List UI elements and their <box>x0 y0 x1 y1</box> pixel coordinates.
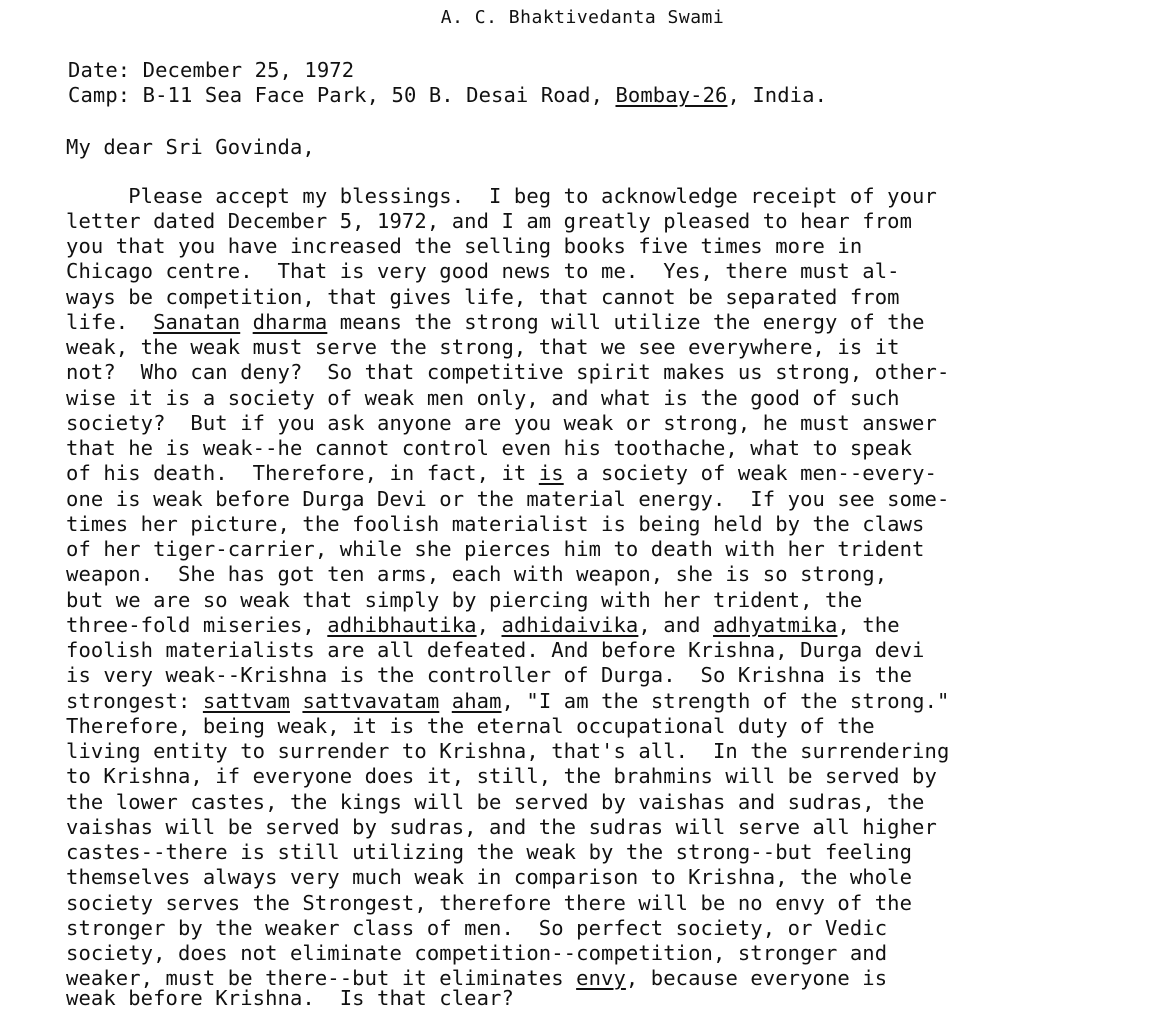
body-text <box>439 689 451 713</box>
body-text: a society of weak men--every- <box>563 461 937 485</box>
body-text: means the strong will utilize the energy of the <box>327 310 925 334</box>
emphasis-envy: envy <box>576 966 626 990</box>
salutation: My dear Sri Govinda, <box>66 135 315 159</box>
body-line: one is weak before Durga Devi or the material energy. If you see some- <box>66 487 950 511</box>
date-label: Date: <box>68 58 131 82</box>
term-aham: aham <box>451 689 502 713</box>
body-line: to Krishna, if everyone does it, still, the brahmins will be served by <box>66 764 937 788</box>
body-text: of his death. Therefore, in fact, it <box>66 461 539 485</box>
letter-header-author: A. C. Bhaktivedanta Swami <box>440 7 725 28</box>
body-text: three-fold miseries, <box>66 613 328 637</box>
body-line: times her picture, the foolish materialist is being held by the claws <box>66 512 925 536</box>
body-line: not? Who can deny? So that competitive spirit makes us strong, other- <box>66 360 950 384</box>
body-text <box>290 689 302 713</box>
body-text: , <box>476 613 502 637</box>
camp-line <box>68 83 827 108</box>
body-line: letter dated December 5, 1972, and I am greatly pleased to hear from <box>66 209 913 233</box>
body-line: wise it is a society of weak men only, and what is the good of such <box>66 386 900 410</box>
body-line: society, does not eliminate competition--competition, stronger and <box>66 941 888 965</box>
body-text <box>240 310 252 334</box>
body-line: Chicago centre. That is very good news to me. Yes, there must al- <box>66 259 900 283</box>
body-line: Please accept my blessings. I beg to acknowledge receipt of your <box>66 184 937 208</box>
body-line: themselves always very much weak in comparison to Krishna, the whole <box>66 865 913 889</box>
term-adhibhautika: adhibhautika <box>327 613 477 637</box>
body-line: weak, the weak must serve the strong, that we see everywhere, is it <box>66 335 900 359</box>
body-line: ways be competition, that gives life, that cannot be separated from <box>66 285 900 309</box>
term-dharma: dharma <box>252 310 328 334</box>
term-adhyatmika: adhyatmika <box>713 613 838 637</box>
body-line: the lower castes, the kings will be served by vaishas and sudras, the <box>66 790 925 814</box>
body-line: society? But if you ask anyone are you weak or strong, he must answer <box>66 411 937 435</box>
body-text: weaker, must be there--but it eliminates <box>66 966 577 990</box>
body-line <box>66 689 949 714</box>
body-line: society serves the Strongest, therefore there will be no envy of the <box>66 891 913 915</box>
body-line: Therefore, being weak, it is the eternal occupational duty of the <box>66 714 875 738</box>
body-line: of her tiger-carrier, while she pierces him to death with her trident <box>66 537 925 561</box>
term-sanatan: Sanatan <box>153 310 241 334</box>
body-text: life. <box>66 310 154 334</box>
body-line <box>66 310 925 335</box>
body-line: weak before Krishna. Is that clear? <box>66 986 514 1010</box>
body-text: , and <box>638 613 714 637</box>
date-value: December 25, 1972 <box>142 58 355 82</box>
body-text: , because everyone is <box>625 966 888 990</box>
date-line <box>68 58 354 83</box>
body-text: , the <box>837 613 900 637</box>
body-line: vaishas will be served by sudras, and the sudras will serve all higher <box>66 815 937 839</box>
body-line: foolish materialists are all defeated. And before Krishna, Durga devi <box>66 638 925 662</box>
camp-country: , India. <box>727 83 828 107</box>
term-adhidaivika: adhidaivika <box>501 613 639 637</box>
body-line: is very weak--Krishna is the controller of Durga. So Krishna is the <box>66 663 913 687</box>
term-sattvavatam: sattvavatam <box>302 689 440 713</box>
body-line: you that you have increased the selling books five times more in <box>66 234 863 258</box>
body-text: , "I am the strength of the strong." <box>501 689 950 713</box>
body-line <box>66 613 900 638</box>
body-line: weapon. She has got ten arms, each with weapon, she is so strong, <box>66 562 888 586</box>
body-line: living entity to surrender to Krishna, that's all. In the surrendering <box>66 739 950 763</box>
term-sattvam: sattvam <box>202 689 290 713</box>
camp-address: B-11 Sea Face Park, 50 B. Desai Road, <box>142 83 616 107</box>
body-line: stronger by the weaker class of men. So perfect society, or Vedic <box>66 916 888 940</box>
body-line: that he is weak--he cannot control even his toothache, what to speak <box>66 436 913 460</box>
body-line <box>66 461 937 486</box>
body-line: but we are so weak that simply by piercing with her trident, the <box>66 588 863 612</box>
camp-city-underlined: Bombay-26 <box>615 83 728 107</box>
emphasis-is: is <box>538 461 564 485</box>
camp-label: Camp: <box>68 83 131 107</box>
body-text: strongest: <box>66 689 203 713</box>
body-line: castes--there is still utilizing the weak by the strong--but feeling <box>66 840 913 864</box>
